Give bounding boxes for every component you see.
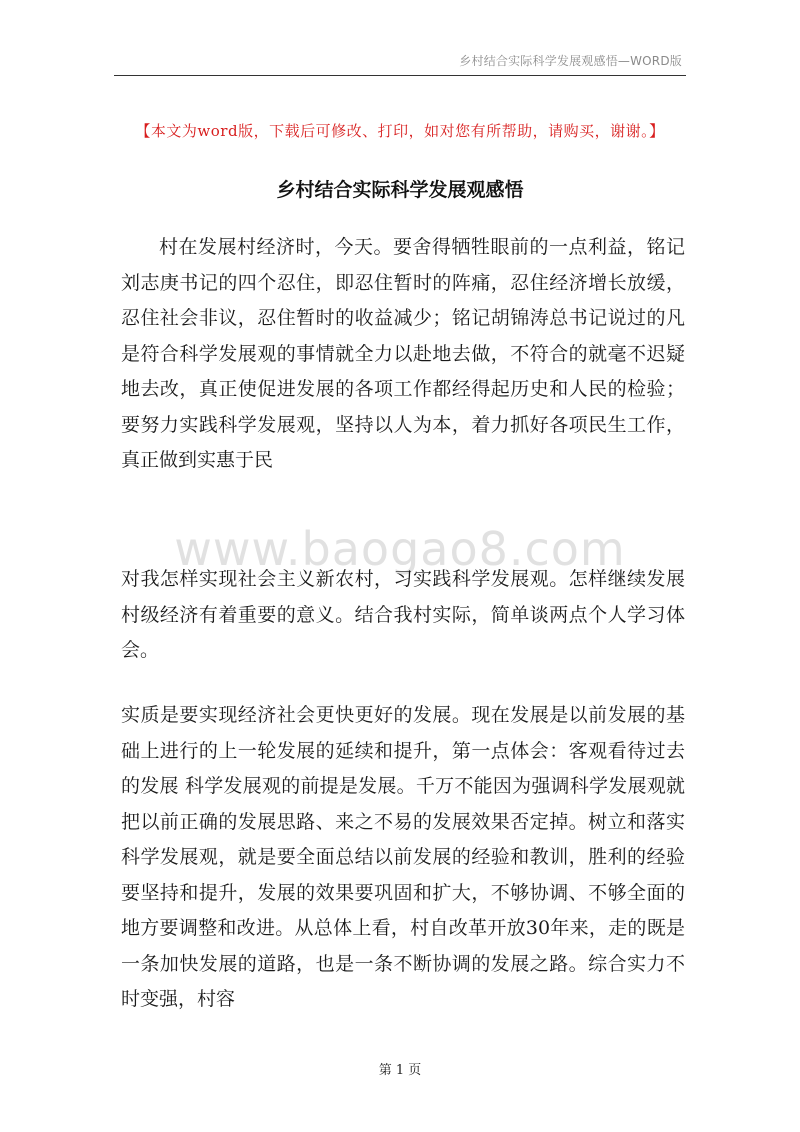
- paragraph-1: 村在发展村经济时，今天。要舍得牺牲眼前的一点利益，铭记刘志庚书记的四个忍住，即忍住暂时的阵痛，忍住经济增长放缓，忍住社会非议，忍住暂时的收益减少；铭记胡锦涛总书记说过的凡是符合科学发展观的事情就全力以赴地去做，不符合的就毫不迟疑地去改，真正使促进发展的各项工作都经得起历史和人民的检验；要努力实践科学发展观，坚持以人为本，着力抓好各项民生工作，真正做到实惠于民: [121, 236, 685, 471]
- paragraph-3: 实质是要实现经济社会更快更好的发展。现在发展是以前发展的基础上进行的上一轮发展的延续和提升，第一点体会：客观看待过去的发展 科学发展观的前提是发展。千万不能因为强调科学发展观就把以前正确的发展思路、来之不易的发展效果否定掉。树立和落实科学发展观，就是要全面总结以前发展的经验和教训，胜利的经验要坚持和提升，发展的效果要巩固和扩大，不够协调、不够全面的地方要调整和改进。从总体上看，村自改革开放30年来，走的既是一条加快发展的道路，也是一条不断协调的发展之路。综合实力不时变强，村容: [121, 704, 685, 1010]
- paragraph-2: 对我怎样实现社会主义新农村，习实践科学发展观。怎样继续发展村级经济有着重要的意义。结合我村实际，简单谈两点个人学习体会。: [121, 568, 685, 661]
- document-title: 乡村结合实际科学发展观感悟: [276, 179, 524, 201]
- page-number: 第 1 页: [378, 1063, 422, 1078]
- page-header: 乡村结合实际科学发展观感悟—WORD版: [459, 54, 682, 68]
- watermark: www.baogao8.com: [174, 522, 626, 576]
- download-notice: 【本文为word版，下载后可修改、打印，如对您有所帮助，请购买，谢谢。】: [135, 122, 665, 140]
- header-divider: [114, 75, 686, 76]
